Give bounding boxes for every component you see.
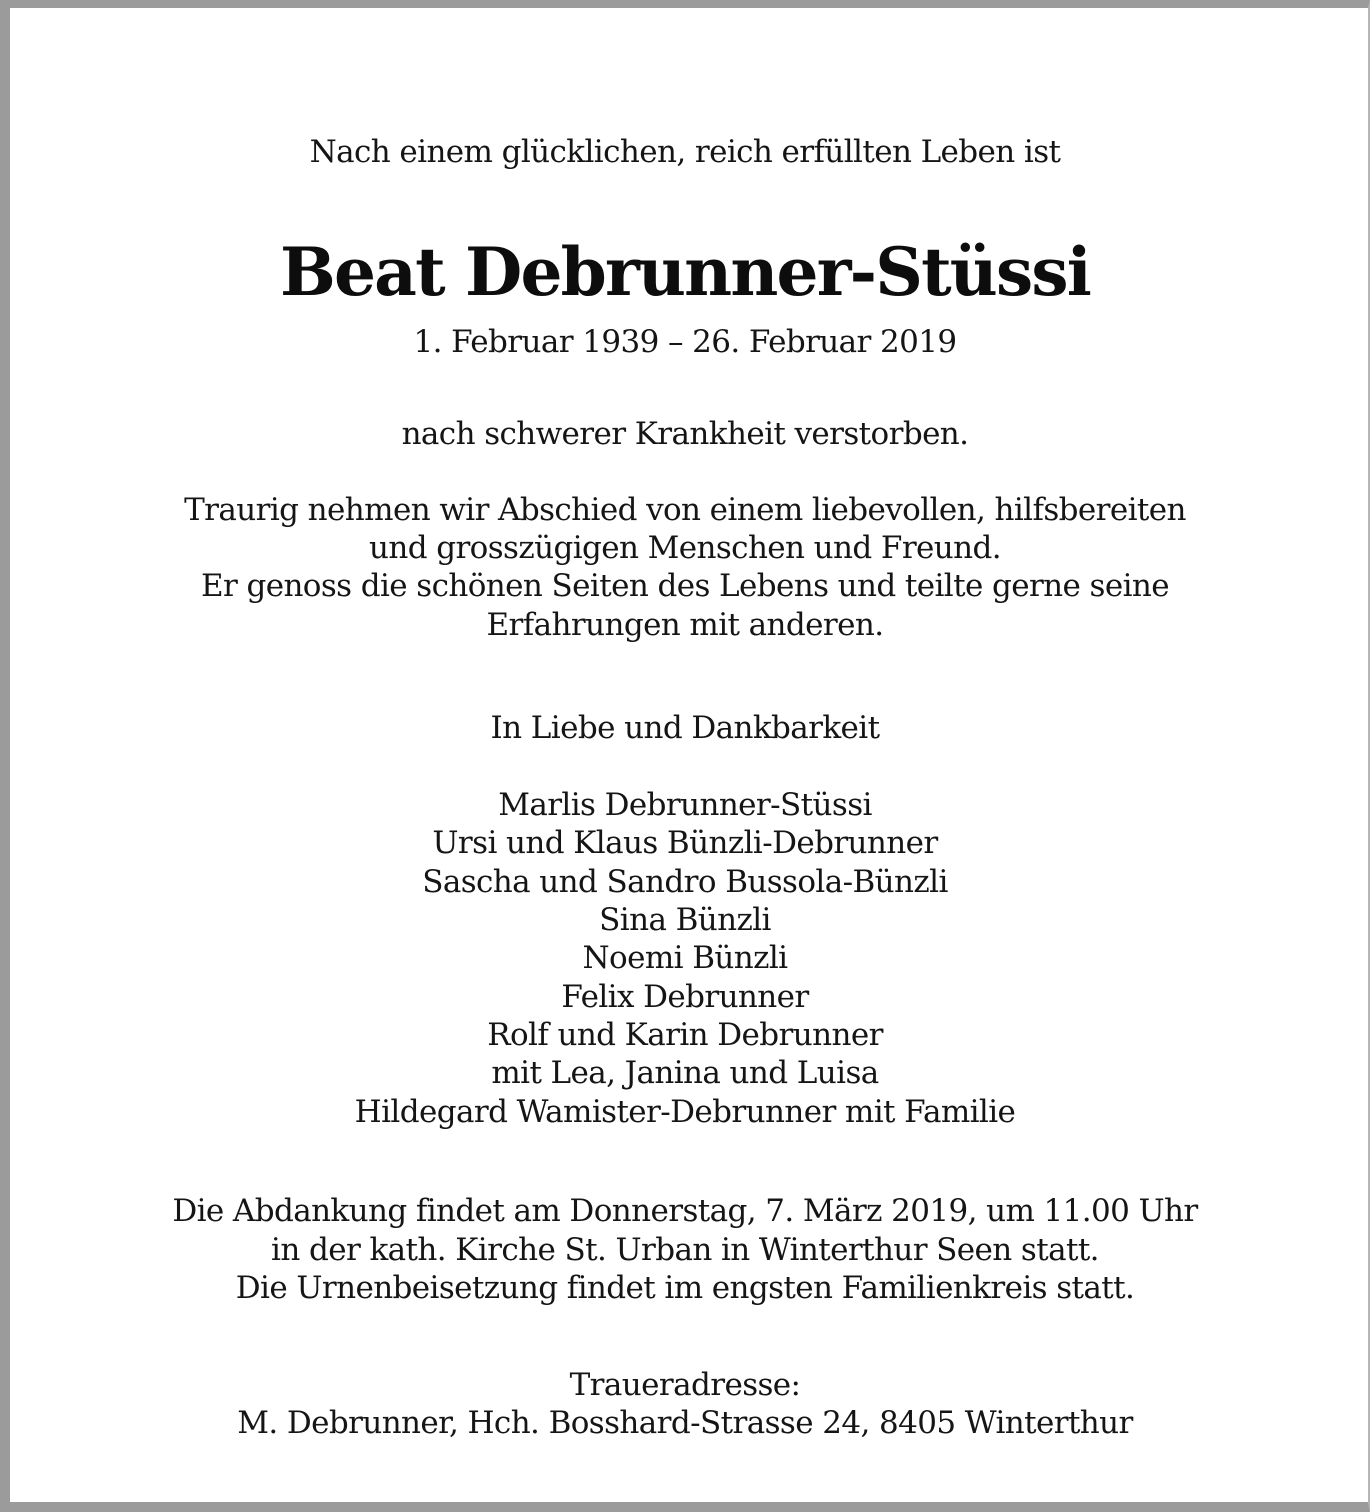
tribute-line: und grosszügigen Menschen und Freund.	[368, 530, 1002, 566]
passing-text: nach schwerer Krankheit verstorben.	[401, 416, 969, 452]
mourner-line: Hildegard Wamister-Debrunner mit Familie	[354, 1094, 1016, 1130]
mourner-line: Marlis Debrunner-Stüssi	[498, 787, 872, 823]
closing-text: In Liebe und Dankbarkeit	[490, 710, 880, 746]
tribute-line: Er genoss die schönen Seiten des Lebens und teilte gerne seine	[200, 568, 1170, 604]
ceremony-line: Die Abdankung findet am Donnerstag, 7. März 2019, um 11.00 Uhr	[172, 1193, 1198, 1229]
mourner-line: Sascha und Sandro Bussola-Bünzli	[422, 864, 948, 900]
mourner-line: Ursi und Klaus Bünzli-Debrunner	[432, 825, 938, 861]
mourner-line: Sina Bünzli	[599, 902, 771, 938]
life-dates: 1. Februar 1939 – 26. Februar 2019	[413, 324, 957, 360]
address-text: M. Debrunner, Hch. Bosshard-Strasse 24, 8405 Winterthur	[237, 1405, 1133, 1441]
tribute-line: Erfahrungen mit anderen.	[486, 607, 884, 643]
mourner-line: Rolf und Karin Debrunner	[487, 1017, 883, 1053]
ceremony-line: Die Urnenbeisetzung findet im engsten Familienkreis statt.	[235, 1270, 1135, 1306]
tribute-line: Traurig nehmen wir Abschied von einem liebevollen, hilfsbereiten	[184, 492, 1186, 528]
intro-text: Nach einem glücklichen, reich erfüllten Leben ist	[309, 134, 1061, 170]
deceased-name: Beat Debrunner-Stüssi	[280, 233, 1090, 311]
mourner-line: Noemi Bünzli	[582, 940, 788, 976]
mourner-line: mit Lea, Janina und Luisa	[491, 1055, 879, 1091]
mourner-line: Felix Debrunner	[561, 979, 809, 1015]
ceremony-line: in der kath. Kirche St. Urban in Winterthur Seen statt.	[271, 1232, 1099, 1268]
address-label: Traueradresse:	[569, 1367, 801, 1403]
